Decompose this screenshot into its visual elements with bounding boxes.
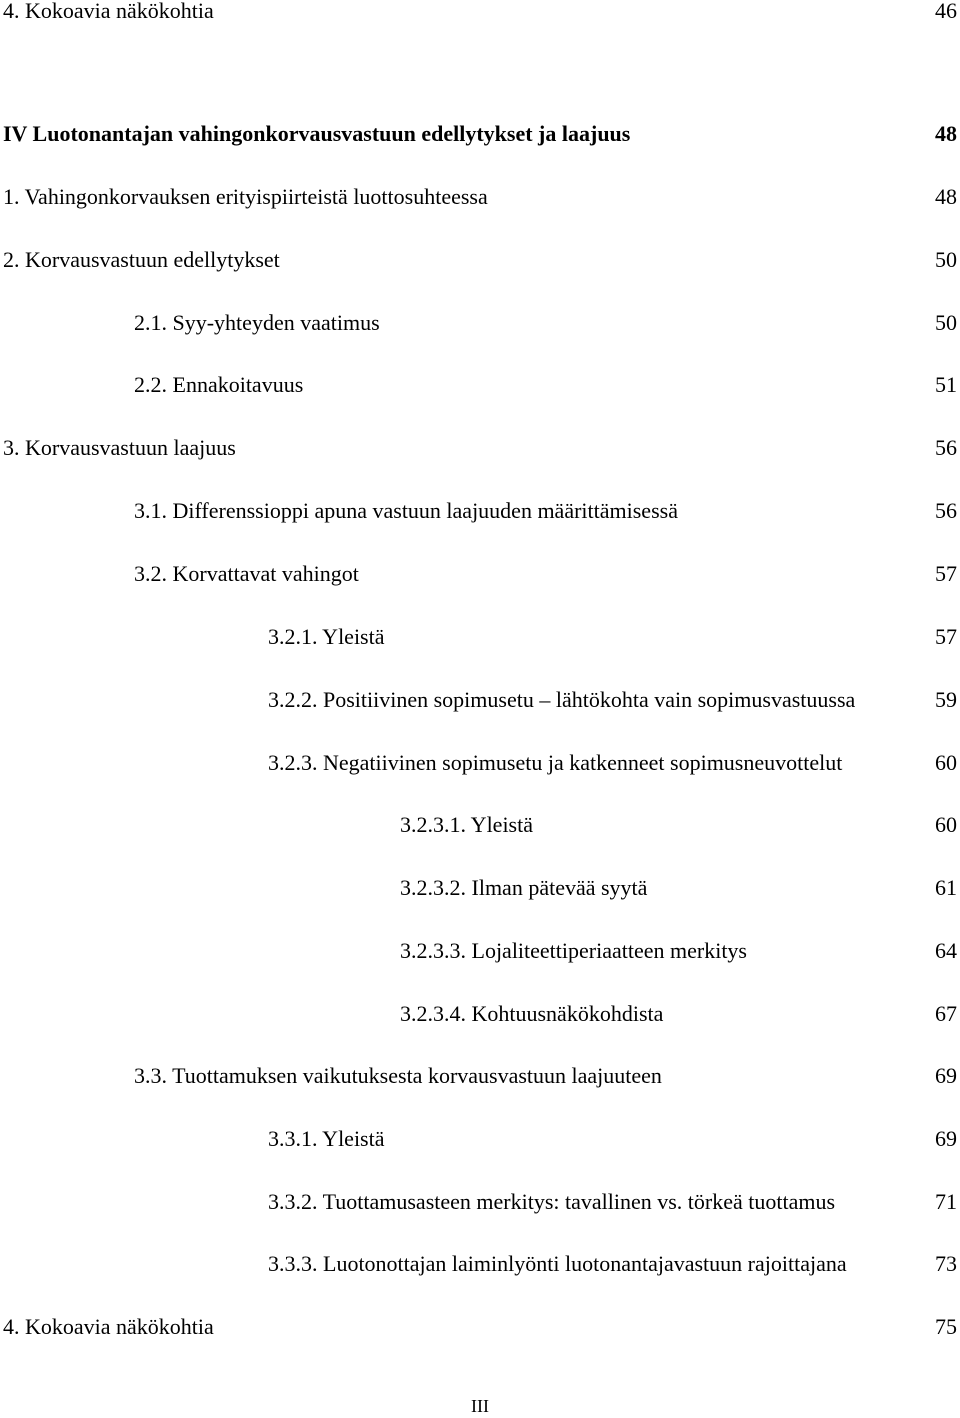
toc-entry-page: 67 [935,1001,957,1026]
toc-entry-page: 57 [935,561,957,586]
toc-entry-page: 57 [935,624,957,649]
toc-entry [0,308,960,338]
toc-entry-page: 75 [935,1314,957,1339]
toc-entry [0,245,960,275]
toc-entry-title: 2. Korvausvastuun edellytykset [3,247,280,272]
toc-entry-title: 3. Korvausvastuun laajuus [3,435,236,460]
toc-entry [0,810,960,840]
toc-entry-title: 3.3.3. Luotonottajan laiminlyönti luotonantajavastuun rajoittajana [268,1251,847,1276]
toc-entry-page: 56 [935,435,957,460]
toc-entry-page: 59 [935,687,957,712]
toc-entry [0,999,960,1029]
toc-entry-page: 50 [935,310,957,335]
toc-entry-title: 3.2.3.4. Kohtuusnäkökohdista [400,1001,664,1026]
toc-entry [0,873,960,903]
toc-entry-title: 3.2.3. Negatiivinen sopimusetu ja katkenneet sopimusneuvottelut [268,750,843,775]
toc-entry-page: 60 [935,750,957,775]
toc-entry-page: 46 [935,0,957,23]
toc-entry-page: 51 [935,372,957,397]
toc-entry-page: 73 [935,1251,957,1276]
toc-entry [0,1312,960,1342]
toc-chapter-heading [0,119,960,149]
toc-entry-page: 64 [935,938,957,963]
toc-entry [0,936,960,966]
page-number: III [471,1396,489,1416]
toc-entry-title: 3.3. Tuottamuksen vaikutuksesta korvausvastuun laajuuteen [134,1063,662,1088]
toc-entry-title: 2.2. Ennakoitavuus [134,372,304,397]
toc-entry-title: IV Luotonantajan vahingonkorvausvastuun edellytykset ja laajuus [3,121,631,146]
toc-entry [0,1124,960,1154]
toc-entry [0,496,960,526]
toc-entry [0,559,960,589]
toc-entry-page: 71 [935,1189,957,1214]
toc-entry-page: 50 [935,247,957,272]
toc-entry-title: 3.2.3.2. Ilman pätevää syytä [400,875,648,900]
toc-entry [0,622,960,652]
toc-entry [0,748,960,778]
toc-entry-title: 3.2.3.1. Yleistä [400,812,533,837]
toc-entry-page: 69 [935,1063,957,1088]
toc-entry [0,1187,960,1217]
toc-entry [0,433,960,463]
toc-entry [0,1249,960,1279]
toc-entry-page: 60 [935,812,957,837]
toc-entry-title: 4. Kokoavia näkökohtia [3,0,214,23]
toc-entry-title: 3.1. Differenssioppi apuna vastuun laajuuden määrittämisessä [134,498,678,523]
toc-entry-page: 48 [935,121,957,146]
toc-entry-title: 3.2.1. Yleistä [268,624,385,649]
toc-entry [0,685,960,715]
toc-entry-title: 3.2. Korvattavat vahingot [134,561,359,586]
toc-entry [0,182,960,212]
toc-entry-title: 3.2.2. Positiivinen sopimusetu – lähtökohta vain sopimusvastuussa [268,687,856,712]
toc-entry-page: 56 [935,498,957,523]
toc-entry [0,1061,960,1091]
toc-entry-title: 1. Vahingonkorvauksen erityispiirteistä luottosuhteessa [3,184,488,209]
toc-entry-title: 4. Kokoavia näkökohtia [3,1314,214,1339]
toc-entry-title: 3.3.1. Yleistä [268,1126,385,1151]
toc-entry-page: 61 [935,875,957,900]
toc-entry-page: 69 [935,1126,957,1151]
toc-entry-page: 48 [935,184,957,209]
toc-entry-title: 3.3.2. Tuottamusasteen merkitys: tavallinen vs. törkeä tuottamus [268,1189,836,1214]
toc-entry [0,370,960,400]
toc-entry-title: 3.2.3.3. Lojaliteettiperiaatteen merkitys [400,938,747,963]
toc-entry [0,0,960,26]
toc-entry-title: 2.1. Syy-yhteyden vaatimus [134,310,380,335]
